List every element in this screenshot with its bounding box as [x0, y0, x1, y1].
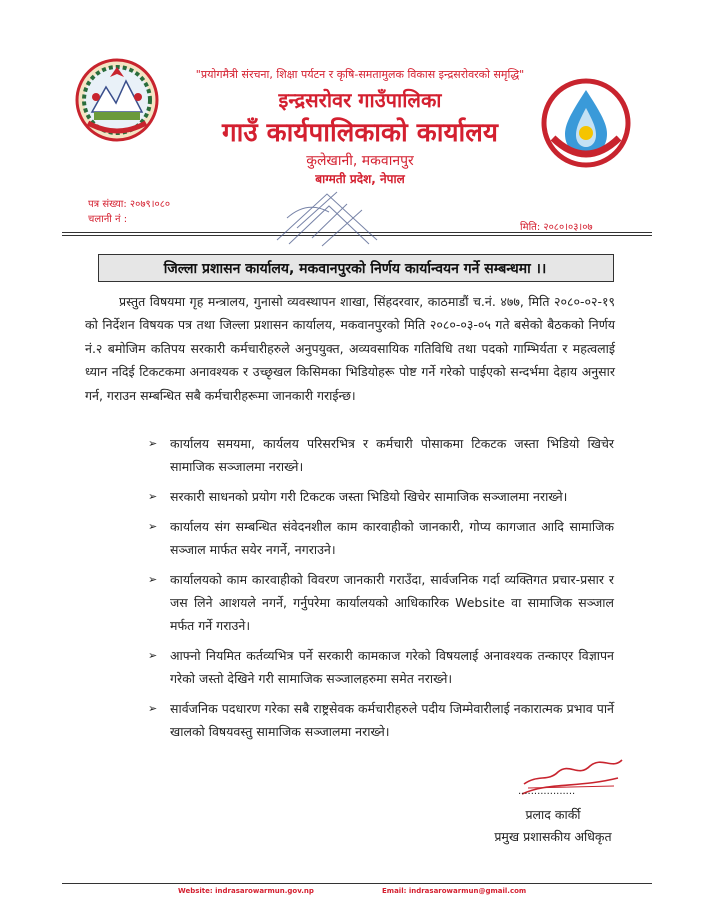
arrow-bullet-icon: ➢ — [148, 490, 158, 503]
directive-list — [148, 432, 614, 750]
list-item: ➢ आफ्नो नियमित कर्तव्यभित्र पर्ने सरकारी कामकाज गरेको विषयलाई अनावश्यक तन्काएर विज्ञापन गरेको जस्तो देखिने गरी सामाजिक सञ्जालहरुमा समेत नराख्ने। — [148, 644, 614, 690]
arrow-bullet-icon: ➢ — [148, 702, 158, 715]
signature-dots: .................. — [518, 786, 576, 797]
signatory-name: प्रलाद कार्की — [525, 807, 581, 822]
footer-email-link[interactable]: Email: indrasarowarmun@gmail.com — [382, 887, 527, 895]
office-stamp-icon — [267, 188, 387, 250]
office-location: कुलेखानी, मकवानपुर — [306, 153, 414, 169]
signatory-designation: प्रमुख प्रशासकीय अधिकृत — [494, 829, 612, 844]
subject-line: जिल्ला प्रशासन कार्यालय, मकवानपुरको निर्णय कार्यान्वयन गर्ने सम्बन्धमा ।। — [163, 261, 547, 277]
arrow-bullet-icon: ➢ — [148, 573, 158, 586]
slogan: "प्रयोगमैत्री संरचना, शिक्षा पर्यटन र कृषि-समतामुलक विकास इन्द्रसरोवरको समृद्धि" — [195, 68, 525, 81]
arrow-bullet-icon: ➢ — [148, 437, 158, 450]
arrow-bullet-icon: ➢ — [148, 649, 158, 662]
footer-divider — [62, 883, 652, 884]
body-paragraph: प्रस्तुत विषयमा गृह मन्त्रालय, गुनासो व्यवस्थापन शाखा, सिंहदरवार, काठमाडौं च.नं. ४७७, मिति २०८०-०२-१९ को निर्देशन विषयक पत्र तथा जिल्ला प्रशासन कार्यालय, मकवानपुरको मिति २०८०-०३-०५ गते बसेको बैठकको निर्णय नं.२ बमोजिम कतिपय सरकारी कर्मचारीहरुले अनुपयुक्त, अव्यवसायिक गतिविधि तथा पदको गाम्भिर्यता र महत्वलाई ध्यान नदिई टिकटकमा अनावश्यक र उच्छृखल किसिमका भिडियोहरू पोष्ट गर्ने गरेको पाईएको सन्दर्भमा देहाय अनुसार गर्न, गराउन सम्बन्धित सबै कर्मचारीहरूमा जानकारी गराईन्छ। — [85, 294, 615, 403]
list-item: ➢ कार्यालय समयमा, कार्यलय परिसरभित्र र कर्मचारी पोसाकमा टिकटक जस्ता भिडियो खिचेर सामाजिक सञ्जालमा नराख्ने। — [148, 432, 614, 478]
nepal-emblem-icon — [74, 57, 160, 143]
list-item: ➢ सरकारी साधनको प्रयोग गरी टिकटक जस्ता भिडियो खिचेर सामाजिक सञ्जालमा नराख्ने। — [148, 485, 614, 508]
footer-website-link[interactable]: Website: indrasarowarmun.gov.np — [178, 887, 314, 895]
office-name: गाउँ कार्यपालिकाको कार्यालय — [222, 118, 498, 148]
list-item: ➢ कार्यालयको काम कारवाहीको विवरण जानकारी गराउँदा, सार्वजनिक गर्दा व्यक्तिगत प्रचार-प्रसार र जस लिने आशयले नगर्ने, गर्नुपरेमा कार्यालयको आधिकारिक Website वा सामाजिक सञ्जाल मर्फत गर्ने गराउने। — [148, 568, 614, 637]
office-province: बाग्मती प्रदेश, नेपाल — [315, 172, 405, 186]
list-item: ➢ सार्वजनिक पदधारण गरेका सबै राष्ट्रसेवक कर्मचारीहरुले पदीय जिम्मेवारीलाई नकारात्मक प्रभाव पार्ने खालको विषयवस्तु सामाजिक सञ्जालमा नराख्ने। — [148, 697, 614, 743]
dispatch-number: चलानी नं : — [88, 214, 128, 225]
letter-number: पत्र संख्या: २०७९।०८० — [88, 199, 171, 210]
list-item: ➢ कार्यालय संग सम्बन्धित संवेदनशील काम कारवाहीको जानकारी, गोप्य कागजात आदि सामाजिक सञ्जाल मार्फत सयेर नगर्ने, नगराउने। — [148, 515, 614, 561]
municipality-name: इन्द्रसरोवर गाउँपालिका — [278, 88, 442, 112]
arrow-bullet-icon: ➢ — [148, 520, 158, 533]
letter-date: मिति: २०८०।०३।०७ — [520, 222, 593, 233]
